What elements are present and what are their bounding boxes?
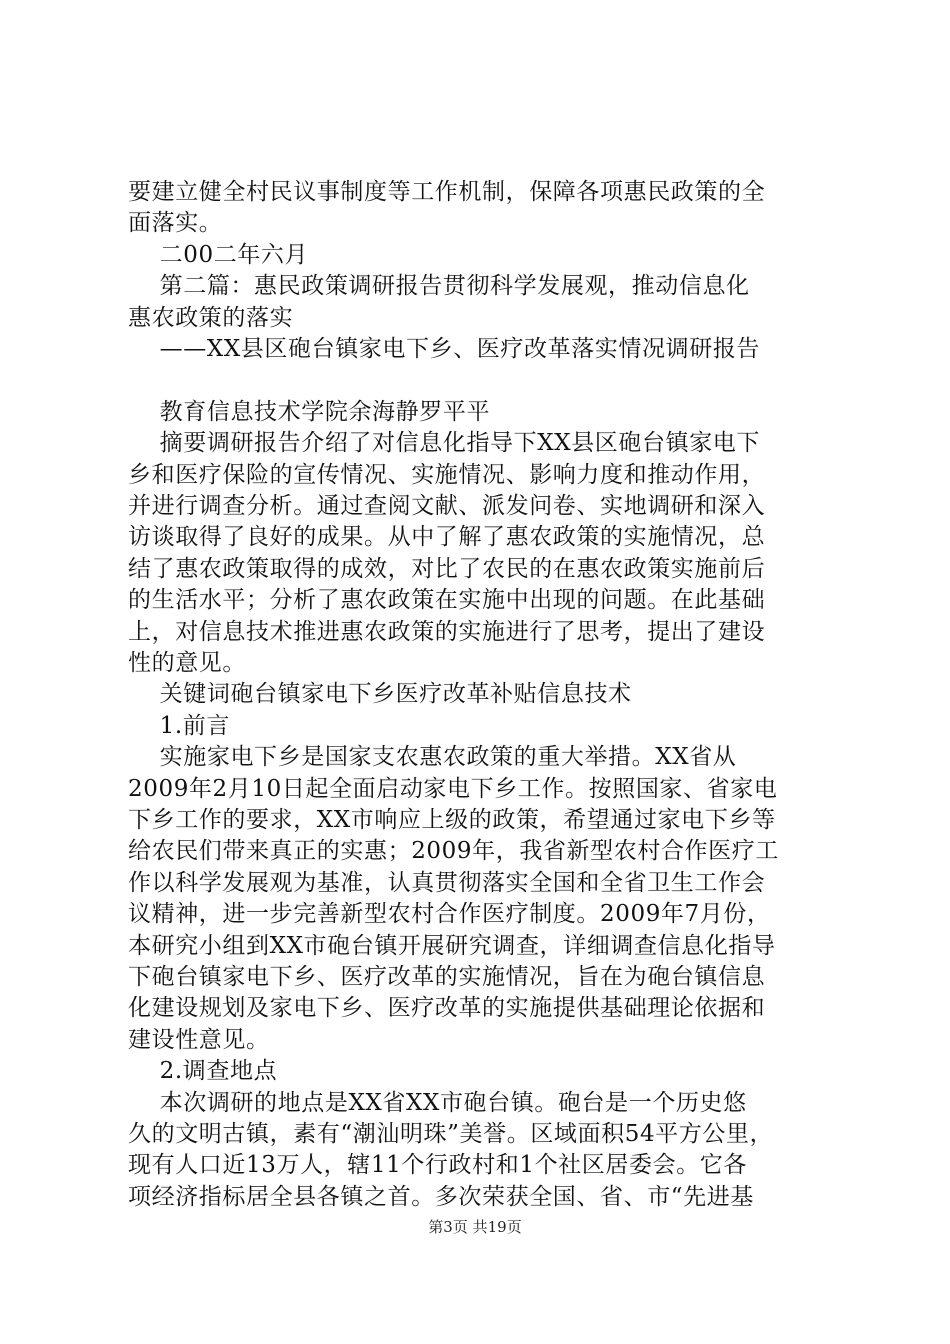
text-line: 议精神，进一步完善新型农村合作医疗制度。2009年7月份， (128, 901, 771, 928)
text-line (128, 364, 838, 396)
text-line: 2009年2月10日起全面启动家电下乡工作。按照国家、省家电 (128, 775, 778, 802)
text-line: 访谈取得了良好的成果。从中了解了惠农政策的实施情况，总 (128, 524, 766, 551)
text-line: 1.前言 (128, 712, 230, 739)
text-line: 下砲台镇家电下乡、医疗改革的实施情况，旨在为砲台镇信息 (128, 964, 766, 990)
text-line: 教育信息技术学院余海静罗平平 (128, 398, 491, 425)
text-line: 建设性意见。 (128, 1026, 270, 1053)
page-footer: 第3页 共19页 (428, 1218, 522, 1236)
text-line: 要建立健全村民议事制度等工作机制，保障各项惠民政策的全 (128, 179, 766, 205)
text-line: 面落实。 (128, 210, 223, 237)
text-line: 给农民们带来真正的实惠；2009年，我省新型农村合作医疗工 (128, 838, 779, 865)
text-line: ——XX县区砲台镇家电下乡、医疗改革落实情况调研报告 (128, 336, 760, 362)
text-line: 摘要调研报告介绍了对信息化指导下XX县区砲台镇家电下 (128, 430, 760, 457)
text-line: 惠农政策的落实 (128, 304, 294, 331)
text-line: 乡和医疗保险的宣传情况、实施情况、影响力度和推动作用， (128, 461, 766, 488)
text-line: 结了惠农政策取得的成效，对比了农民的在惠农政策实施前后 (128, 555, 766, 582)
text-line: 并进行调查分析。通过查阅文献、派发问卷、实地调研和深入 (128, 493, 766, 519)
text-line: 实施家电下乡是国家支农惠农政策的重大举措。XX省从 (128, 744, 737, 771)
text-line: 性的意见。 (128, 650, 246, 676)
text-line: 久的文明古镇，素有“潮汕明珠”美誉。区域面积54平方公里， (128, 1121, 774, 1147)
text-line: 下乡工作的要求，XX市响应上级的政策，希望通过家电下乡等 (128, 807, 776, 833)
text-line: 化建设规划及家电下乡、医疗改革的实施提供基础理论依据和 (128, 995, 766, 1022)
text-line: 项经济指标居全县各镇之首。多次荣获全国、省、市“先进基 (128, 1183, 754, 1210)
text-line: 的生活水平；分析了惠农政策在实施中出现的问题。在此基础 (128, 587, 766, 614)
text-line: 现有人口近13万人，辖11个行政村和1个社区居委会。它各 (128, 1152, 747, 1179)
text-line: 2.调查地点 (128, 1058, 278, 1085)
text-line: 本研究小组到XX市砲台镇开展研究调查，详细调查信息化指导 (128, 932, 776, 959)
text-line: 二00二年六月 (128, 241, 309, 268)
text-line: 第二篇：惠民政策调研报告贯彻科学发展观，推动信息化 (128, 273, 750, 300)
text-line: 上，对信息技术推进惠农政策的实施进行了思考，提出了建设 (128, 618, 766, 645)
text-line: 关键词砲台镇家电下乡医疗改革补贴信息技术 (128, 681, 632, 708)
text-line: 作以科学发展观为基准，认真贯彻落实全国和全省卫生工作会 (128, 869, 766, 896)
text-line: 本次调研的地点是XX省XX市砲台镇。砲台是一个历史悠 (128, 1089, 747, 1116)
